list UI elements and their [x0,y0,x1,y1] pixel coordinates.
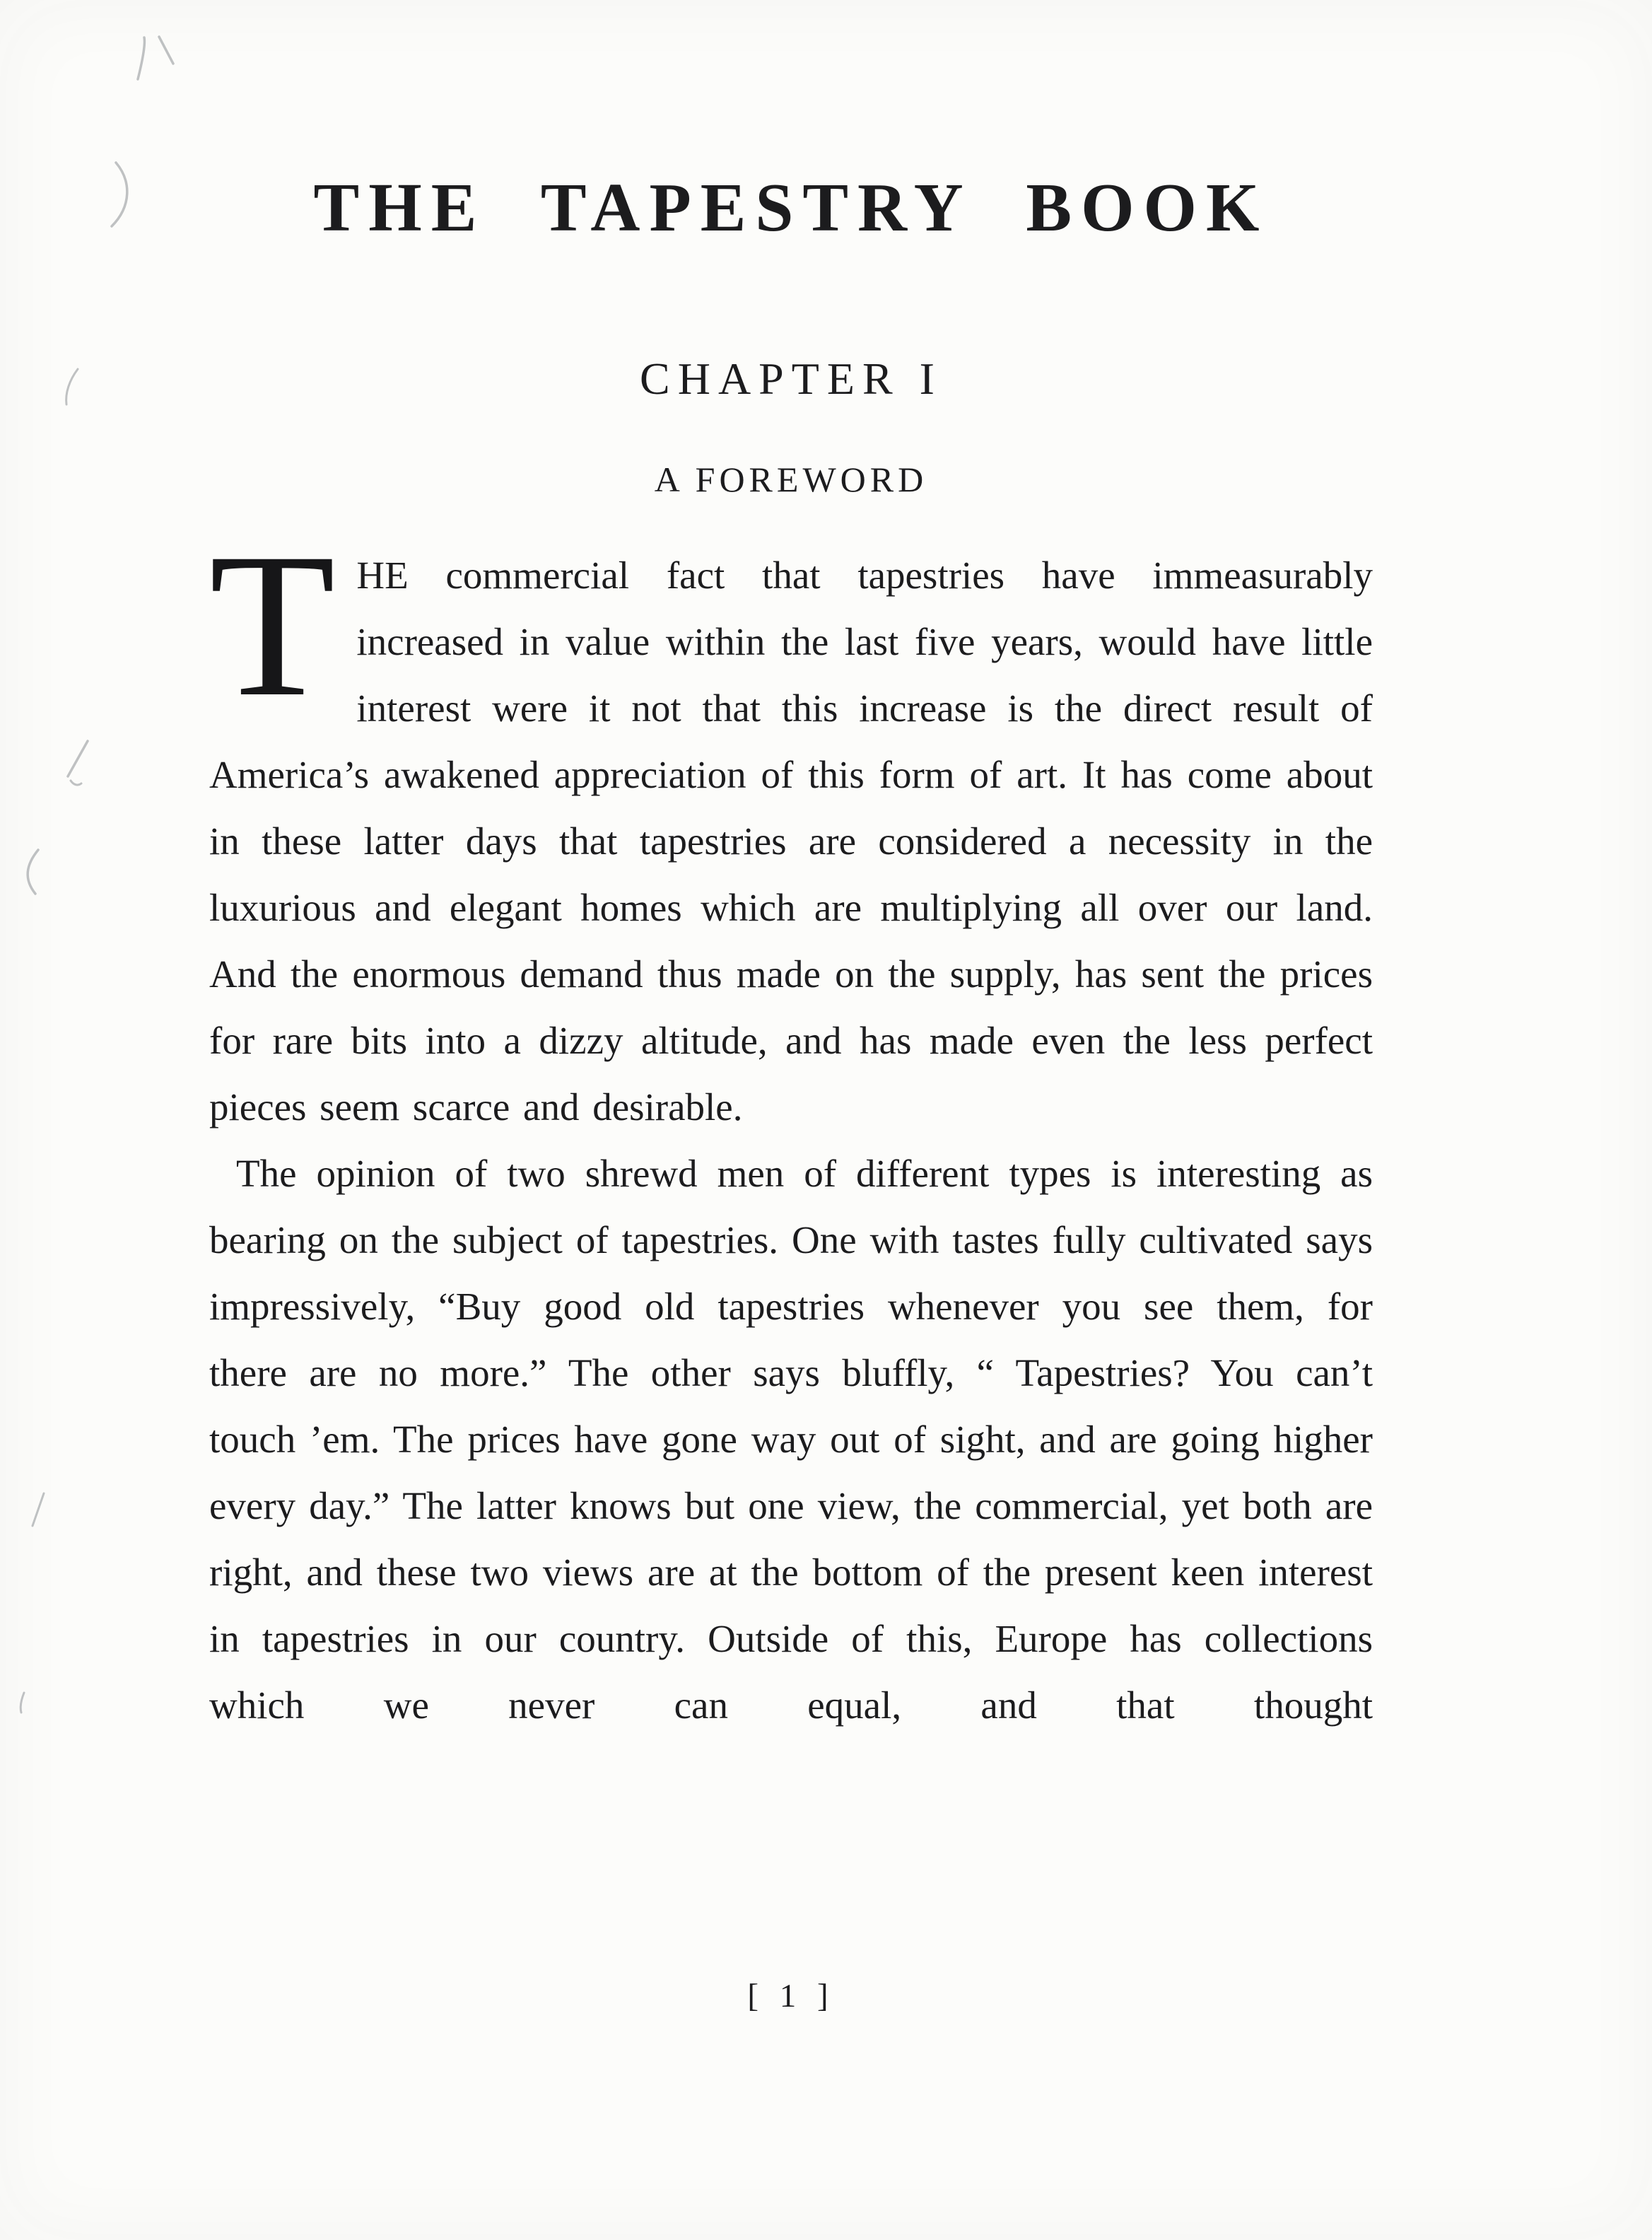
pencil-mark [14,1690,31,1715]
page-content [209,168,1373,1739]
section-heading: A FOREWORD [654,460,928,499]
paragraph-1-text: HE commercial fact that tapestries have immeasurably increased in value within the last five years, would have little interest were it not that this increase is the direct result of America’s awakened appreciation of this form of art. It has come about in these latter days that tapestries are considered a necessity in the luxurious and elegant homes which are multiplying all over our land. And the enormous demand thus made on the supply, has sent the prices for rare bits into a dizzy altitude, and has made even the less perfect pieces seem scarce and desirable. [209,554,1373,1128]
pencil-mark [55,365,86,409]
chapter-heading: CHAPTER I [640,354,942,404]
book-title: THE TAPESTRY BOOK [313,170,1269,245]
pencil-mark [16,846,45,898]
pencil-mark [106,160,144,231]
pencil-mark [27,1489,49,1532]
drop-cap-letter: T [209,511,336,740]
paragraph-2: The opinion of two shrewd men of different types is interesting as bearing on the subject of tapestries. One with tastes fully cultivated says impressively, “Buy good old tapestries whenever you see them, for there are no more.” The other says bluffly, “ Tapestries? You can’t touch ’em. The prices have gone way out of sight, and are going higher every day.” The latter knows but one view, the commercial, yet both are right, and these two views are at the bottom of the present keen interest in tapestries in our country. Outside of this, Europe has collections which we never can equal, and that thought [209,1152,1373,1727]
paragraph-1 [209,511,1373,1141]
pencil-mark [58,735,96,789]
pencil-mark [131,34,182,86]
page-number: [ 1 ] [747,1978,835,2014]
